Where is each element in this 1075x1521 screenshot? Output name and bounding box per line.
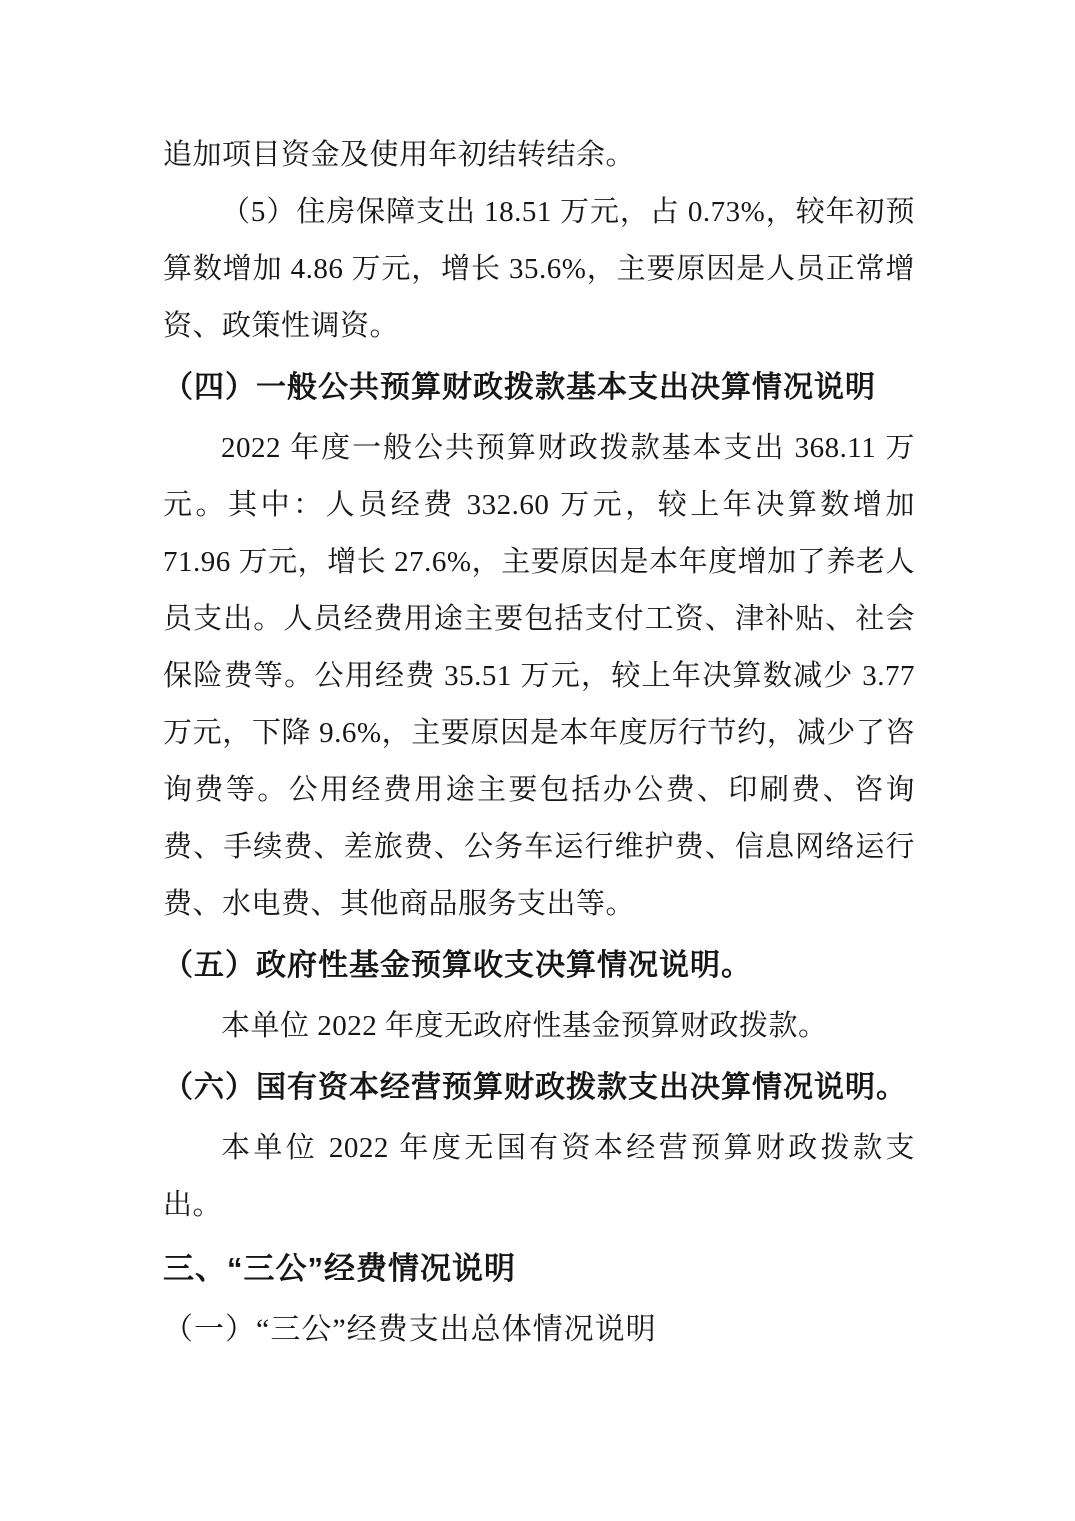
- heading-section-4: （四）一般公共预算财政拨款基本支出决算情况说明: [163, 371, 876, 404]
- para-no-government-fund: 本单位 2022 年度无政府性基金预算财政拨款。: [221, 1010, 828, 1042]
- heading-section-5: （五）政府性基金预算收支决算情况说明。: [163, 949, 752, 982]
- para-housing-support: （5）住房保障支出 18.51 万元，占 0.73%，较年初预算数增加 4.86 万元，增长 35.6%，主要原因是人员正常增资、政策性调资。: [163, 196, 915, 342]
- para-basic-expenditure-detail: 2022 年度一般公共预算财政拨款基本支出 368.11 万元。其中：人员经费 332.60 万元，较上年决算数增加 71.96 万元，增长 27.6%，主要原因是本年度增加了养老人员支出。人员经费用途主要包括支付工资、津补贴、社会保险费等。公用经费 35.51 万元，较上年决算数减少 3.77 万元，下降 9.6%，主要原因是本年度厉行节约，减少了咨询费等。公用经费用途主要包括办公费、印刷费、咨询费、手续费、差旅费、公务车运行维护费、信息网络运行费、水电费、其他商品服务支出等。: [163, 432, 915, 920]
- heading-section-3-1: （一）“三公”经费支出总体情况说明: [163, 1313, 657, 1346]
- para-carryover-continuation: 追加项目资金及使用年初结转结余。: [163, 139, 636, 171]
- para-no-state-capital: 本单位 2022 年度无国有资本经营预算财政拨款支出。: [163, 1132, 915, 1221]
- document-body: [163, 127, 915, 1362]
- heading-part-3: 三、“三公”经费情况说明: [163, 1251, 516, 1286]
- heading-section-6: （六）国有资本经营预算财政拨款支出决算情况说明。: [163, 1071, 907, 1104]
